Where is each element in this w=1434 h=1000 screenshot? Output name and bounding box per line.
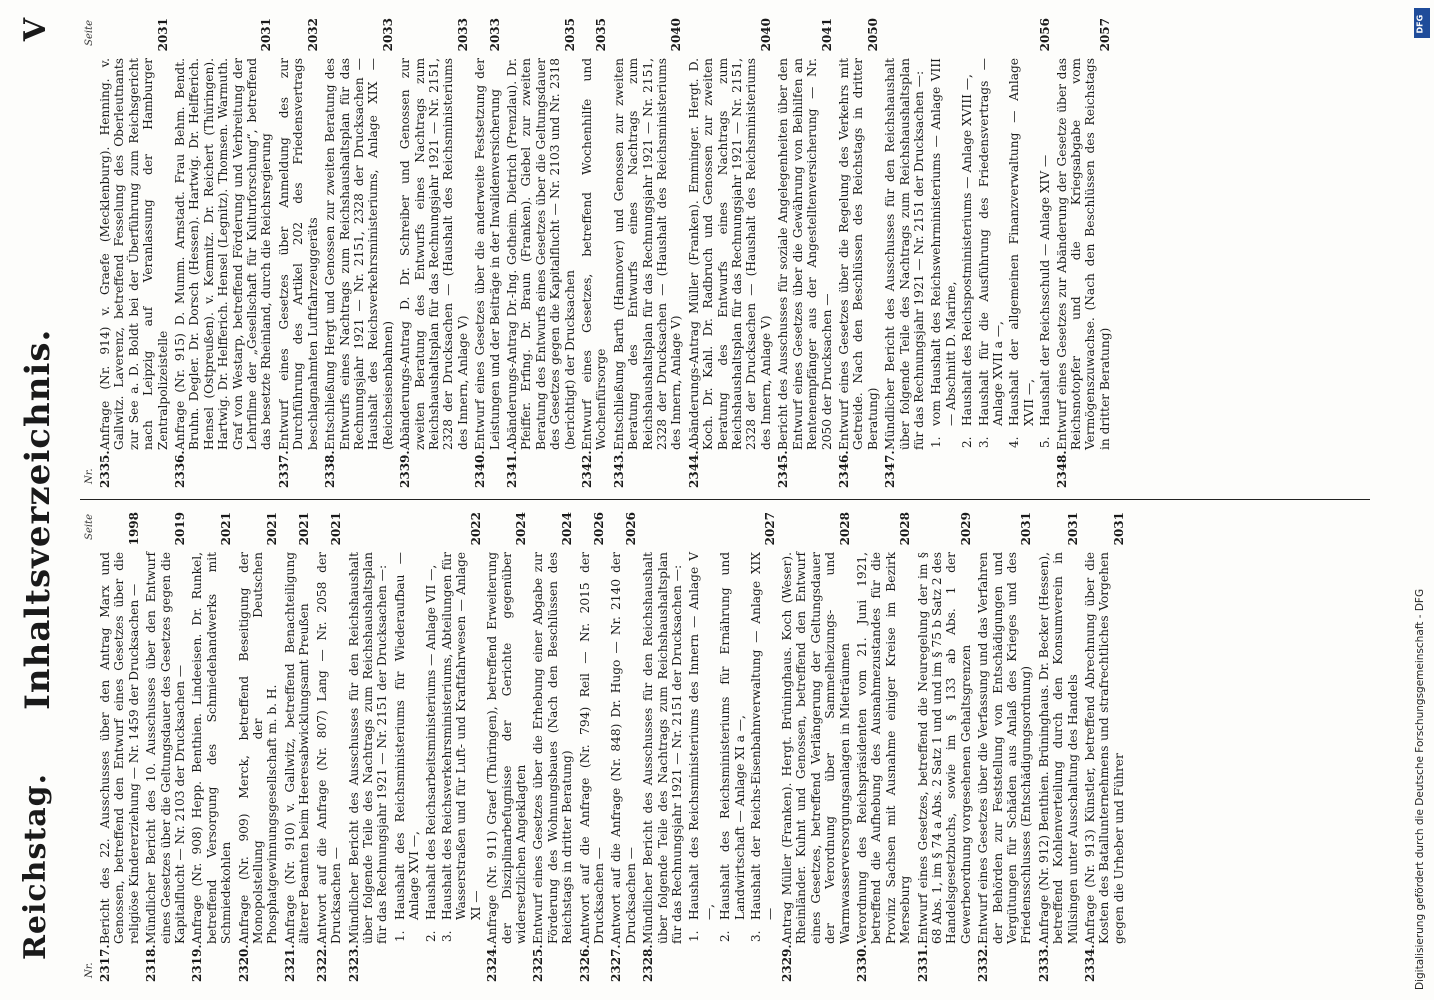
page-reference: 2032: [305, 18, 320, 52]
subentry-text: Haushalt der Reichs-Eisenbahnverwaltung — Anlage XIX —: [749, 552, 778, 920]
entry-text: Entwurf eines Gesetzes, betreffend Wochenhilfe und Wochenfürsorge: [580, 58, 609, 450]
index-subentry: [718, 512, 747, 982]
entry-number: 2348.: [1054, 450, 1069, 488]
index-entry: [916, 512, 974, 982]
subentry-number: 3.: [976, 436, 991, 448]
entry-number: 2318.: [144, 944, 159, 982]
entry-text: Entwurf eines Gesetzes über die anderweite Festsetzung der Leistungen und der Beiträge in der Invalidenversicherung: [473, 58, 502, 450]
right-column: [82, 18, 1382, 488]
subentry-number: 2.: [718, 930, 733, 942]
subentry-text: Haushalt des Reichsministeriums für Ernährung und Landwirtschaft — Anlage XI a —,: [718, 552, 747, 920]
subentry-number: 2.: [960, 436, 975, 448]
page-reference: 2026: [592, 512, 606, 546]
funding-note-text: Digitalisierung gefördert durch die Deutsche Forschungsgemeinschaft - DFG: [1414, 588, 1426, 990]
page-reference: 2021: [265, 512, 280, 546]
index-subentry: [929, 18, 958, 488]
index-entry: [609, 512, 638, 982]
page-reference: 2041: [819, 18, 834, 52]
index-entry: [531, 512, 574, 982]
entry-number: 2340.: [473, 450, 488, 488]
page-reference: 2040: [758, 18, 773, 52]
entry-text: Entwurf eines Gesetzes über die Erhebung einer Abgabe zur Förderung des Wohnungsbaues (Nach den Beschlüssen des Reichstags in dritter Beratung): [531, 552, 575, 944]
index-subentry: [440, 512, 483, 982]
page-reference: 1998: [126, 512, 141, 546]
subentry-text: Haushalt des Reichsarbeitsministeriums — Anlage VII —,: [423, 564, 438, 920]
entry-number: 2342.: [580, 450, 594, 488]
index-entry: [1083, 512, 1126, 982]
page-reference: 2033: [487, 18, 502, 52]
subentry-number: 2.: [423, 930, 438, 942]
index-entry: [315, 512, 344, 982]
index-subentry: [749, 512, 778, 982]
entry-number: 2335.: [98, 450, 112, 488]
entry-number: 2317.: [98, 944, 112, 982]
index-entry: [283, 512, 312, 982]
entry-number: 2341.: [504, 450, 519, 488]
index-entry: [98, 512, 141, 982]
entry-text: Anfrage (Nr. 908) Hepp. Benthien. Lindeeisen. Dr. Runkel, betreffend Versorgung des Schmiedehandwerks mit Schmiedekohlen: [190, 552, 234, 944]
subentry-text: Haushalt des Reichsministeriums für Wiederaufbau — Anlage XVI —,: [392, 552, 422, 920]
entry-number: 2326.: [577, 944, 592, 982]
entry-text: Anfrage (Nr. 913) Künstler, betreffend Abrechnung über die Kosten des Batallunternehmens und strafrechtliches Vorgehen gegen die Urheber und Führer: [1083, 552, 1126, 944]
entry-text: Entwurf eines Gesetzes, betreffend die Neuregelung der im § 68 Abs. 1, im § 74 a Abs. 2 Satz 1 und und im § 75 b Satz 2 des Handelsgesetzbuchs, sowie im § 133 ab Abs. 1 der Gewerbeordnung vorgesehenen Gehaltsgrenzen: [915, 552, 973, 944]
entry-number: 2324.: [485, 944, 500, 982]
index-entry: [323, 18, 395, 488]
entry-number: 2329.: [779, 944, 794, 982]
subentry-text: vom Haushalt des Reichswehrministeriums — Anlage VIII — Abschnitt D. Marine,: [929, 58, 958, 426]
entry-number: 2330.: [854, 944, 869, 982]
index-entry: [190, 512, 233, 982]
entry-number: 2336.: [173, 450, 188, 488]
entry-text: Mündlicher Bericht des Ausschusses für den Reichshaushalt über folgende Teile des Nachtrags zum Reichshaushaltsplan für das Rechnungsjahr 1921 — Nr. 2151 der Drucksachen —:: [883, 58, 926, 450]
page-reference: 2028: [898, 512, 913, 546]
left-column-head: [82, 512, 98, 982]
index-entry: [976, 512, 1034, 982]
index-entry: [398, 18, 470, 488]
index-entry: [277, 18, 320, 488]
index-entry: [776, 18, 834, 488]
right-column-head: [82, 18, 98, 488]
left-column: [82, 512, 1382, 982]
seite-label: Seite: [84, 20, 95, 46]
entry-number: 2322.: [314, 944, 329, 982]
page-reference: 2027: [763, 512, 778, 546]
page-reference: 2033: [380, 18, 395, 52]
entry-text: Entschließung Hergt und Genossen zur zweiten Beratung des Entwurfs eines Nachtrags zum Reichshaushaltsplan für das Rechnungsjahr 1921 — Nr. 2151, 2328 der Drucksachen — Haushalt des Reichsverkehrsministeriums, Anlage XIX — (Reichseisenbahnen): [323, 58, 395, 450]
index-entry: [505, 18, 577, 488]
entry-text: Anfrage (Nr. 914) v. Graefe (Mecklenburg). Henning. v. Gallwitz. Laverenz, betreffend Fesselung des Oberleutnants zur See a. D. Boldt bei der Überführung zum Reichsgericht nach Leipzig auf Veranlassung der Hamburger Zentralpolizeistelle: [98, 58, 170, 450]
page-header: [12, 0, 64, 1000]
entry-text: Antwort auf die Anfrage (Nr. 807) Lang — Nr. 2058 der Drucksachen —: [314, 552, 344, 944]
entry-number: 2325.: [531, 944, 546, 982]
entry-number: 2332.: [976, 944, 991, 982]
subentry-text: Haushalt des Reichsverkehrsministeriums, Abteilungen für Wasserstraßen und für Luft- und Kraftfahrwesen — Anlage XI —: [439, 552, 483, 920]
index-entry: [612, 18, 684, 488]
page-reference: 2019: [173, 512, 188, 546]
entry-number: 2344.: [686, 450, 701, 488]
entry-text: Entwurf eines Gesetzes über Anmeldung des zur Durchführung des Artikel 202 des Friedensvertrags beschlagnahmten Luftfahrzeuggeräts: [276, 58, 320, 450]
index-entry: [173, 18, 274, 488]
header-page-numeral: V: [18, 18, 53, 42]
index-entry: [237, 512, 280, 982]
entry-text: Abänderungs-Antrag Dr.-Ing. Gotheim. Dietrich (Prenzlau). Dr. Pfeiffer. Erfing. Dr. Braun (Franken). Giebel zur zweiten Beratung des Entwurfs eines Gesetzes über die Geltungsdauer des Gesetzes gegen die Kapitalflucht — Nr. 2103 und Nr. 2318 (berichtigt) der Drucksachen: [504, 58, 577, 450]
entry-text: Mündlicher Bericht des 10. Ausschusses über den Entwurf eines Gesetzes über die Geltungsdauer des Gesetzes gegen die Kapitalflucht — Nr. 2103 der Drucksachen —: [144, 552, 188, 944]
index-entry: [883, 18, 926, 488]
subentry-number: 1.: [929, 436, 944, 448]
header-title: Inhaltsverzeichnis.: [18, 328, 58, 710]
entry-text: Entwurf eines Gesetzes über die Verfassung und das Verfahren der Behörden zur Feststellung von Entschädigungen und Vergütungen für Schäden aus Anlaß des Krieges und des Friedensschlusses (Entschädigungsordnung): [976, 552, 1034, 944]
column-divider: [80, 499, 1370, 500]
page-reference: 2031: [155, 18, 170, 52]
nr-label: Nr.: [84, 468, 95, 484]
entry-text: Anfrage (Nr. 910) v. Gallwitz, betreffend Benachteiligung älterer Beamten beim Heeresabwicklungsamt Preußen: [282, 552, 312, 944]
page-reference: 2031: [259, 18, 274, 52]
entry-number: 2323.: [346, 944, 361, 982]
index-entry: [687, 18, 773, 488]
index-subentry: [424, 512, 438, 982]
page-reference: 2040: [669, 18, 684, 52]
index-entry: [837, 18, 880, 488]
index-entry: [485, 512, 528, 982]
page-reference: 2031: [1065, 512, 1080, 546]
dfg-logo-text: DFG: [1415, 14, 1425, 34]
subentry-number: 5.: [1038, 436, 1053, 448]
index-subentry: [960, 18, 974, 488]
index-subentry: [1038, 18, 1052, 488]
entry-number: 2337.: [276, 450, 291, 488]
index-subentry: [1007, 18, 1036, 488]
page-reference: 2033: [455, 18, 470, 52]
page-reference: 2021: [329, 512, 344, 546]
subentry-number: 3.: [439, 930, 454, 942]
seite-label: Seite: [84, 514, 95, 540]
entry-text: Antwort auf die Anfrage (Nr. 794) Reil — Nr. 2015 der Drucksachen —: [577, 552, 606, 944]
entry-number: 2338.: [323, 450, 338, 488]
page-reference: 2021: [297, 512, 312, 546]
index-entry: [473, 18, 502, 488]
nr-label: Nr.: [84, 962, 95, 978]
page-reference: 2029: [958, 512, 973, 546]
page-reference: 2026: [623, 512, 638, 546]
entry-text: Abänderungs-Antrag D. Dr. Schreiber und Genossen zur zweiten Beratung des Entwurfs eines Nachtrags zum Reichshaushaltsplan für das Rechnungsjahr 1921 — Nr. 2151, 2328 der Drucksachen — (Haushalt des Reichsministeriums des Innern, Anlage V): [398, 58, 470, 450]
index-entry: [347, 512, 390, 982]
entry-text: Entwurf eines Gesetzes zur Abänderung der Gesetze über das Reichsnotopfer und die Kriegsabgabe vom Vermögenszuwachse. (Nach den Beschlüssen des Reichstags in dritter Beratung): [1054, 58, 1112, 450]
subentry-text: Haushalt des Reichsministeriums des Innern — Anlage V —,: [687, 552, 716, 920]
entry-text: Antwort auf die Anfrage (Nr. 848) Dr. Hugo — Nr. 2140 der Drucksachen —: [609, 552, 638, 944]
index-entry: [780, 512, 852, 982]
subentry-text: Haushalt des Reichspostministeriums — Anlage XVIII —,: [960, 74, 975, 426]
page-reference: 2056: [1038, 18, 1053, 52]
entry-number: 2347.: [883, 450, 898, 488]
page-reference: 2024: [560, 512, 575, 546]
page-reference: 2031: [1111, 512, 1126, 546]
subentry-number: 3.: [749, 930, 764, 942]
index-entry: [1037, 512, 1080, 982]
index-subentry: [977, 18, 1006, 488]
entry-number: 2328.: [641, 944, 656, 982]
entry-number: 2334.: [1083, 944, 1097, 982]
index-entry: [1055, 18, 1113, 488]
page-reference: 2028: [837, 512, 852, 546]
index-entry: [580, 18, 609, 488]
index-subentry: [393, 512, 422, 982]
entry-text: Mündlicher Bericht des Ausschusses für den Reichshaushalt über folgende Teile des Nachtrags zum Reichshaushaltsplan für das Rechnungsjahr 1921 — Nr. 2151 der Drucksachen —:: [641, 552, 685, 944]
index-subentry: [687, 512, 716, 982]
index-entry: [144, 512, 187, 982]
entry-text: Antrag Müller (Franken). Hergt. Brüninghaus. Koch (Weser). Rheinländer. Kuhnt und Genossen, betreffend den Entwurf eines Gesetzes, betreffend Verlängerung der Geltungsdauer der Verordnung über Sammelheizungs- und Warmwasserversorgungsanlagen in Mieträumen: [779, 552, 852, 944]
entry-number: 2343.: [611, 450, 626, 488]
subentry-text: Haushalt der Reichsschuld — Anlage XIV —: [1038, 154, 1053, 426]
entry-text: Anfrage (Nr. 911) Graef (Thüringen), betreffend Erweiterung der Disziplinarbefugnisse der Gerichte gegenüber widersetzlichen Angeklagten: [485, 552, 528, 944]
entry-number: 2339.: [398, 450, 413, 488]
subentry-text: Haushalt für die Ausführung des Friedensvertrags — Anlage XVII a —,: [976, 58, 1005, 426]
page-reference: 2050: [865, 18, 880, 52]
funding-note: [1408, 0, 1434, 1000]
page-reference: 2035: [562, 18, 577, 52]
entry-number: 2320.: [236, 944, 251, 982]
index-entry: [641, 512, 684, 982]
entry-text: Anfrage (Nr. 909) Merck, betreffend Beseitigung der Monopolstellung der Deutschen Phosphatgewinnungsgesellschaft m. b. H.: [236, 552, 280, 944]
entry-text: Anfrage (Nr. 912) Benthien. Brüninghaus. Dr. Becker (Hessen), betreffend Kohlenverteilung durch den Konsumverein in Mülsingen unter Ausschaltung des Handels: [1036, 552, 1080, 944]
index-entry: [98, 18, 170, 488]
index-entry: [578, 512, 607, 982]
subentry-text: Haushalt der allgemeinen Finanzverwaltung — Anlage XVII —,: [1007, 58, 1036, 426]
entry-number: 2331.: [915, 944, 930, 982]
entry-text: Anfrage (Nr. 915) D. Mumm. Arnstadt. Frau Behm. Bendt. Bruhn. Degler. Dr. Dorsch (Hessen). Hartwig. Dr. Helfferich. Hensel (Ostpreußen). v. Kemnitz. Dr. Reichert (Thüringen). Hartwig. Dr. Helfferich. Hensel (Legnitz). Thomsen. Warmuth. Graf von Westarp, betreffend Förderung und Verbreitung der Lehrfilme der „Gesellschaft für Kulturforschung“, betreffend das besetzte Rheinland, durch die Reichsregierung: [173, 58, 274, 450]
entry-text: Entschließung Barth (Hannover) und Genossen zur zweiten Beratung des Entwurfs eines Nachtrags zum Reichshaushaltsplan für das Rechnungsjahr 1921 — Nr. 2151, 2328 der Drucksachen — (Haushalt des Reichsministeriums des Innern, Anlage V): [611, 58, 684, 450]
subentry-number: 1.: [392, 930, 407, 942]
page-reference: 2057: [1097, 18, 1112, 52]
subentry-number: 1.: [687, 930, 702, 942]
entry-text: Bericht des 22. Ausschusses über den Antrag Marx und Genossen, betreffend den Entwurf eines Gesetzes über die religiöse Kindererziehung — Nr. 1459 der Drucksachen —: [98, 552, 141, 944]
entry-number: 2346.: [836, 450, 851, 488]
subentry-number: 4.: [1007, 436, 1022, 448]
entry-text: Verordnung des Reichspräsidenten vom 21. Juni 1921, betreffend die Aufhebung des Ausnahmezustandes für die Provinz Sachsen mit Ausnahme einiger Kreise im Bezirk Merseburg: [854, 552, 913, 944]
entry-number: 2345.: [776, 450, 791, 488]
page-reference: 2021: [219, 512, 234, 546]
entry-number: 2321.: [282, 944, 297, 982]
entry-text: Entwurf eines Gesetzes über die Regelung des Verkehrs mit Getreide. Nach den Beschlüssen des Reichstags in dritter Beratung): [836, 58, 880, 450]
index-entry: [855, 512, 913, 982]
page-reference: 2035: [594, 18, 609, 52]
page-reference: 2022: [468, 512, 483, 546]
entry-number: 2327.: [609, 944, 624, 982]
entry-text: Abänderungs-Antrag Müller (Franken). Emminger. Hergt. D. Koch. Dr. Kahl. Dr. Radbruch und Genossen zur zweiten Beratung des Entwurfs eines Nachtrags zum Reichshaushaltsplan für das Rechnungsjahr 1921 — Nr. 2151, 2328 der Drucksachen — (Haushalt des Reichsministeriums des Innern, Anlage V): [686, 58, 773, 450]
entry-text: Bericht des Ausschusses für soziale Angelegenheiten über den Entwurf eines Gesetzes über die Gewährung von Beihilfen an Rentenempfänger aus der Angestelltenversicherung — Nr. 2050 der Drucksachen —: [776, 58, 834, 450]
page-reference: 2031: [1019, 512, 1034, 546]
page-reference: 2024: [513, 512, 528, 546]
entry-number: 2319.: [190, 944, 205, 982]
entry-text: Mündlicher Bericht des Ausschusses für den Reichshaushalt über folgende Teile des Nachtrags zum Reichshaushaltsplan für das Rechnungsjahr 1921 — Nr. 2151 der Drucksachen —:: [346, 552, 390, 944]
header-section-title: Reichstag.: [18, 772, 53, 960]
entry-number: 2333.: [1036, 944, 1051, 982]
